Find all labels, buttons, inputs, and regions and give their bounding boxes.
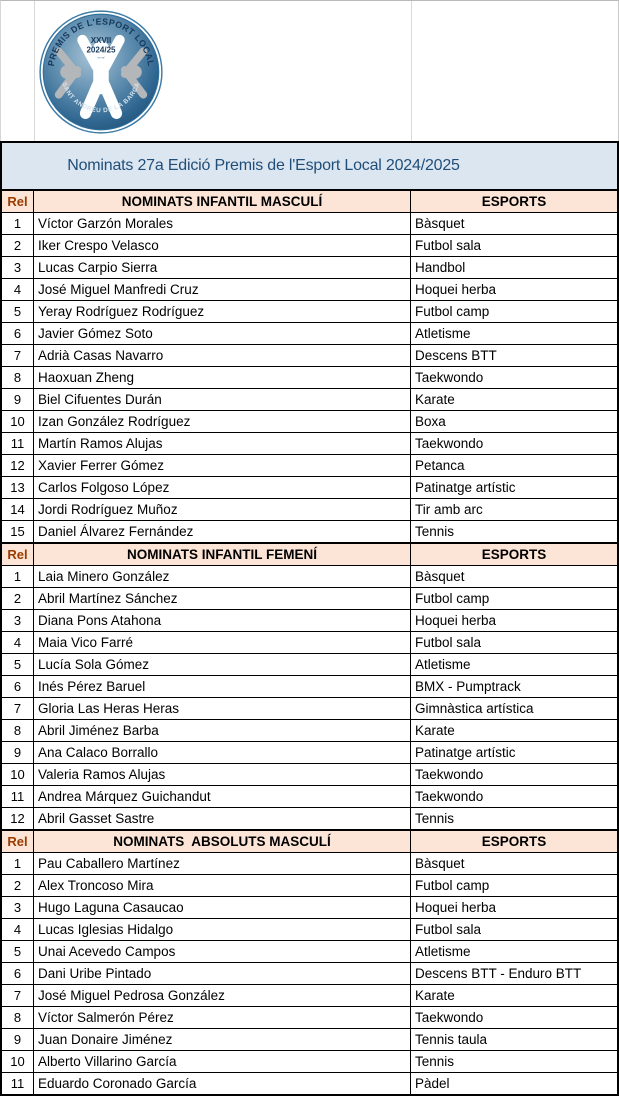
column-header-esports: ESPORTS xyxy=(481,834,547,849)
table-row xyxy=(2,454,617,476)
table-row xyxy=(2,476,617,498)
row-number: 8 xyxy=(2,720,34,741)
row-number: 7 xyxy=(2,345,34,366)
nominee-name: Carlos Folgoso López xyxy=(34,477,411,498)
nominee-sport: Hoquei herba xyxy=(415,282,497,297)
nominee-sport: Petanca xyxy=(415,458,465,473)
side-figure-head xyxy=(60,65,73,78)
nominee-name: Hugo Laguna Casaucao xyxy=(34,897,411,918)
nominee-sport: Hoquei herba xyxy=(415,613,497,628)
row-number: 12 xyxy=(2,455,34,476)
nominee-sport: Karate xyxy=(415,392,455,407)
nominee-sport: Futbol sala xyxy=(415,238,482,253)
nominee-sport: Tennis xyxy=(415,1054,455,1069)
nominee-sport: Taekwondo xyxy=(415,767,484,782)
logo-arc-top-text: PREMIS DE L'ESPORT LOCAL xyxy=(45,16,157,67)
column-header-rel: Rel xyxy=(2,544,34,565)
row-number: 10 xyxy=(2,764,34,785)
section-header-row xyxy=(2,189,617,212)
table-row xyxy=(2,852,617,874)
table-row xyxy=(2,918,617,940)
nominee-name: Xavier Ferrer Gómez xyxy=(34,455,411,476)
nominee-name: Biel Cifuentes Durán xyxy=(34,389,411,410)
row-number: 5 xyxy=(2,941,34,962)
row-number: 1 xyxy=(2,566,34,587)
table-row xyxy=(2,278,617,300)
nominee-sport: Taekwondo xyxy=(415,370,484,385)
table-row xyxy=(2,322,617,344)
nominee-sport: Futbol sala xyxy=(415,635,482,650)
table-row xyxy=(2,653,617,675)
table-row xyxy=(2,763,617,785)
logo-edition-text: XXVII xyxy=(90,36,112,46)
row-number: 1 xyxy=(2,853,34,874)
table-row xyxy=(2,1072,617,1094)
nominee-sport: Bàsquet xyxy=(415,569,465,584)
nominee-sport: Tennis xyxy=(415,811,455,826)
row-number: 10 xyxy=(2,1051,34,1072)
row-number: 13 xyxy=(2,477,34,498)
nominee-name: José Miguel Pedrosa González xyxy=(34,985,411,1006)
nominee-sport: Tennis xyxy=(415,524,455,539)
table-row xyxy=(2,719,617,741)
nominee-sport: Taekwondo xyxy=(415,436,484,451)
nominee-sport: Patinatge artístic xyxy=(415,745,516,760)
nominee-sport: Tennis taula xyxy=(415,1032,488,1047)
nominee-sport: Karate xyxy=(415,723,455,738)
logo-season-text: 2024/25 xyxy=(86,45,116,55)
row-number: 4 xyxy=(2,279,34,300)
row-number: 2 xyxy=(2,875,34,896)
nominee-sport: BMX - Pumptrack xyxy=(415,679,521,694)
nominee-name: Iker Crespo Velasco xyxy=(34,235,411,256)
nominee-name: Ana Calaco Borrallo xyxy=(34,742,411,763)
nominee-sport: Atletisme xyxy=(415,657,471,672)
nominee-sport: Descens BTT xyxy=(415,348,497,363)
nominee-name: Javier Gómez Soto xyxy=(34,323,411,344)
nominee-name: Lucas Iglesias Hidalgo xyxy=(34,919,411,940)
nominee-sport: Descens BTT - Enduro BTT xyxy=(415,966,582,981)
nominee-name: Unai Acevedo Campos xyxy=(34,941,411,962)
tables xyxy=(0,189,619,1096)
table-row xyxy=(2,741,617,763)
row-number: 11 xyxy=(2,786,34,807)
nominee-sport: Taekwondo xyxy=(415,1010,484,1025)
row-number: 9 xyxy=(2,389,34,410)
nominee-name: Abril Gasset Sastre xyxy=(34,808,411,829)
nominee-name: Izan González Rodríguez xyxy=(34,411,411,432)
page-title: Nominats 27a Edició Premis de l'Esport Local 2024/2025 xyxy=(0,141,619,189)
nominee-name: Inés Pérez Baruel xyxy=(34,676,411,697)
row-number: 10 xyxy=(2,411,34,432)
row-number: 1 xyxy=(2,213,34,234)
table-row xyxy=(2,984,617,1006)
nominee-name: Haoxuan Zheng xyxy=(34,367,411,388)
gridline xyxy=(411,1,412,141)
row-number: 9 xyxy=(2,742,34,763)
table-row xyxy=(2,498,617,520)
table-row xyxy=(2,631,617,653)
nominee-sport: Hoquei herba xyxy=(415,900,497,915)
row-number: 12 xyxy=(2,808,34,829)
nominee-name: Alberto Villarino García xyxy=(34,1051,411,1072)
section-header-row xyxy=(2,542,617,565)
nominee-name: Dani Uribe Pintado xyxy=(34,963,411,984)
row-number: 2 xyxy=(2,235,34,256)
side-figure-head xyxy=(128,65,141,78)
nominee-sport: Patinatge artístic xyxy=(415,480,516,495)
nominee-sport: Pàdel xyxy=(415,1076,450,1091)
table-row xyxy=(2,366,617,388)
table-row xyxy=(2,896,617,918)
table-row xyxy=(2,609,617,631)
table-row xyxy=(2,300,617,322)
section-title: NOMINATS ABSOLUTS MASCULÍ xyxy=(34,831,411,852)
row-number: 2 xyxy=(2,588,34,609)
nominee-name: Juan Donaire Jiménez xyxy=(34,1029,411,1050)
nominee-name: Alex Troncoso Mira xyxy=(34,875,411,896)
row-number: 8 xyxy=(2,1007,34,1028)
nominee-sport: Futbol camp xyxy=(415,304,490,319)
table-row xyxy=(2,1050,617,1072)
row-number: 4 xyxy=(2,632,34,653)
nominee-name: Eduardo Coronado García xyxy=(34,1073,411,1094)
row-number: 7 xyxy=(2,698,34,719)
section-header-row xyxy=(2,829,617,852)
table-row xyxy=(2,388,617,410)
row-number: 4 xyxy=(2,919,34,940)
table-row xyxy=(2,675,617,697)
row-number: 3 xyxy=(2,897,34,918)
nominee-name: Martín Ramos Alujas xyxy=(34,433,411,454)
row-number: 6 xyxy=(2,963,34,984)
table-row xyxy=(2,1028,617,1050)
row-number: 6 xyxy=(2,676,34,697)
nominee-name: Yeray Rodríguez Rodríguez xyxy=(34,301,411,322)
nominee-sport: Taekwondo xyxy=(415,789,484,804)
column-header-rel: Rel xyxy=(2,831,34,852)
row-number: 3 xyxy=(2,257,34,278)
gridline xyxy=(34,1,35,141)
row-number: 5 xyxy=(2,654,34,675)
table-row xyxy=(2,410,617,432)
nominee-sport: Karate xyxy=(415,988,455,1003)
nominee-sport: Handbol xyxy=(415,260,466,275)
nominee-sport: Atletisme xyxy=(415,326,471,341)
nominee-sport: Gimnàstica artística xyxy=(415,701,534,716)
nominee-sport: Futbol sala xyxy=(415,922,482,937)
nominee-name: Andrea Márquez Guichandut xyxy=(34,786,411,807)
table-row xyxy=(2,212,617,234)
nominee-sport: Futbol camp xyxy=(415,591,490,606)
nominee-name: Abril Martínez Sánchez xyxy=(34,588,411,609)
nominee-name: Laia Minero González xyxy=(34,566,411,587)
row-number: 6 xyxy=(2,323,34,344)
table-row xyxy=(2,807,617,829)
table-row xyxy=(2,256,617,278)
premis-esport-local-logo-icon xyxy=(39,8,163,136)
nominee-name: Diana Pons Atahona xyxy=(34,610,411,631)
table-row xyxy=(2,874,617,896)
row-number: 8 xyxy=(2,367,34,388)
column-header-esports: ESPORTS xyxy=(481,194,547,209)
sheet-top-area xyxy=(0,0,619,141)
column-header-esports: ESPORTS xyxy=(481,547,547,562)
row-number: 11 xyxy=(2,433,34,454)
row-number: 3 xyxy=(2,610,34,631)
nominee-name: Gloria Las Heras Heras xyxy=(34,698,411,719)
nominee-name: Valeria Ramos Alujas xyxy=(34,764,411,785)
table-row xyxy=(2,962,617,984)
table-row xyxy=(2,587,617,609)
nominee-name: Lucía Sola Gómez xyxy=(34,654,411,675)
row-number: 14 xyxy=(2,499,34,520)
nominee-name: José Miguel Manfredi Cruz xyxy=(34,279,411,300)
table-row xyxy=(2,940,617,962)
nominee-sport: Bàsquet xyxy=(415,216,465,231)
column-header-rel: Rel xyxy=(2,191,34,212)
section-title: NOMINATS INFANTIL MASCULÍ xyxy=(34,191,411,212)
nominee-name: Jordi Rodríguez Muñoz xyxy=(34,499,411,520)
nominee-name: Pau Caballero Martínez xyxy=(34,853,411,874)
row-number: 5 xyxy=(2,301,34,322)
table-row xyxy=(2,785,617,807)
row-number: 15 xyxy=(2,521,34,542)
table-row xyxy=(2,565,617,587)
logo-arc-bottom-text: SANT ANDREU DE LA BARCA xyxy=(60,81,142,115)
row-number: 7 xyxy=(2,985,34,1006)
section-title: NOMINATS INFANTIL FEMENÍ xyxy=(34,544,411,565)
nominee-sport: Tir amb arc xyxy=(415,502,483,517)
nominee-name: Maia Vico Farré xyxy=(34,632,411,653)
nominee-sport: Futbol camp xyxy=(415,878,490,893)
table-row xyxy=(2,520,617,542)
nominee-name: Adrià Casas Navarro xyxy=(34,345,411,366)
nominee-sport: Boxa xyxy=(415,414,446,429)
nominee-sport: Atletisme xyxy=(415,944,471,959)
nominee-name: Lucas Carpio Sierra xyxy=(34,257,411,278)
table-row xyxy=(2,1006,617,1028)
table-row xyxy=(2,234,617,256)
nominee-name: Daniel Álvarez Fernández xyxy=(34,521,411,542)
table-row xyxy=(2,432,617,454)
table-row xyxy=(2,344,617,366)
nominee-name: Víctor Salmerón Pérez xyxy=(34,1007,411,1028)
table-row xyxy=(2,697,617,719)
nominee-name: Abril Jiménez Barba xyxy=(34,720,411,741)
nominee-name: Víctor Garzón Morales xyxy=(34,213,411,234)
row-number: 11 xyxy=(2,1073,34,1094)
row-number: 9 xyxy=(2,1029,34,1050)
nominee-sport: Bàsquet xyxy=(415,856,465,871)
